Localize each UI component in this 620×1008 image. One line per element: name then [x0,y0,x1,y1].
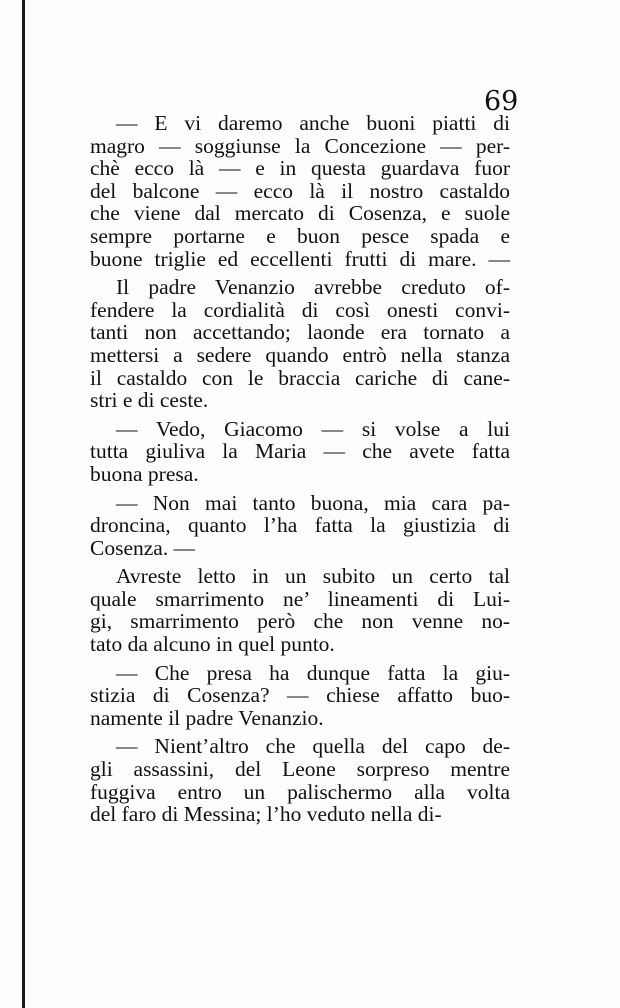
binding-edge [22,0,25,1008]
paragraph [90,276,510,412]
text-line: tato da alcuno in quel punto. [90,632,335,657]
text-line: gli assassini, del Leone sorpreso mentre [90,757,510,782]
body-text [90,112,510,826]
paragraph [90,735,510,825]
paragraph [90,492,510,560]
text-line: Cosenza. — [90,535,196,560]
text-line: stri e di ceste. [90,388,209,413]
text-line: droncina, quanto l’ha fatta la giustizia di [90,513,510,538]
page-number: 69 [484,86,519,117]
text-line: magro — soggiunse la Concezione — per- [90,133,510,158]
text-line: gi, smarrimento però che non venne no- [90,609,510,634]
text-line: — E vi daremo anche buoni piatti di [116,111,510,135]
text-line: quale smarrimento ne’ lineamenti di Lui- [90,586,510,611]
text-line: tutta giuliva la Maria — che avete fatta [90,439,510,464]
text-line: buone triglie ed eccellenti frutti di mare. — [90,246,510,271]
text-line: — Vedo, Giacomo — si volse a lui [116,416,510,441]
text-line: stizia di Cosenza? — chiese affatto buo- [90,683,510,708]
paragraph [90,662,510,730]
text-line: mettersi a sedere quando entrò nella stanza [90,342,510,367]
text-line: buona presa. [90,461,199,486]
text-line: sempre portarne e buon pesce spada e [90,223,510,248]
text-line: del faro di Messina; l’ho veduto nella di- [90,802,442,827]
text-line: Il padre Venanzio avrebbe creduto of- [116,275,510,300]
text-line: chè ecco là — e in questa guardava fuor [90,156,510,181]
text-line: tanti non accettando; laonde era tornato a [90,320,510,345]
text-line: il castaldo con le braccia cariche di cane- [90,365,510,390]
text-line: fuggiva entro un palischermo alla volta [90,779,510,804]
text-line: — Che presa ha dunque fatta la giu- [116,660,510,685]
text-line: che viene dal mercato di Cosenza, e suole [90,201,510,226]
text-line: del balcone — ecco là il nostro castaldo [90,178,510,203]
text-line: — Nient’altro che quella del capo de- [116,734,510,759]
text-line: fendere la cordialità di così onesti convi- [90,297,510,322]
paragraph [90,418,510,486]
paragraph [90,112,510,270]
text-line: namente il padre Venanzio. [90,705,324,730]
paragraph [90,565,510,655]
text-line: Avreste letto in un subito un certo tal [116,564,510,589]
text-line: — Non mai tanto buona, mia cara pa- [116,490,510,515]
